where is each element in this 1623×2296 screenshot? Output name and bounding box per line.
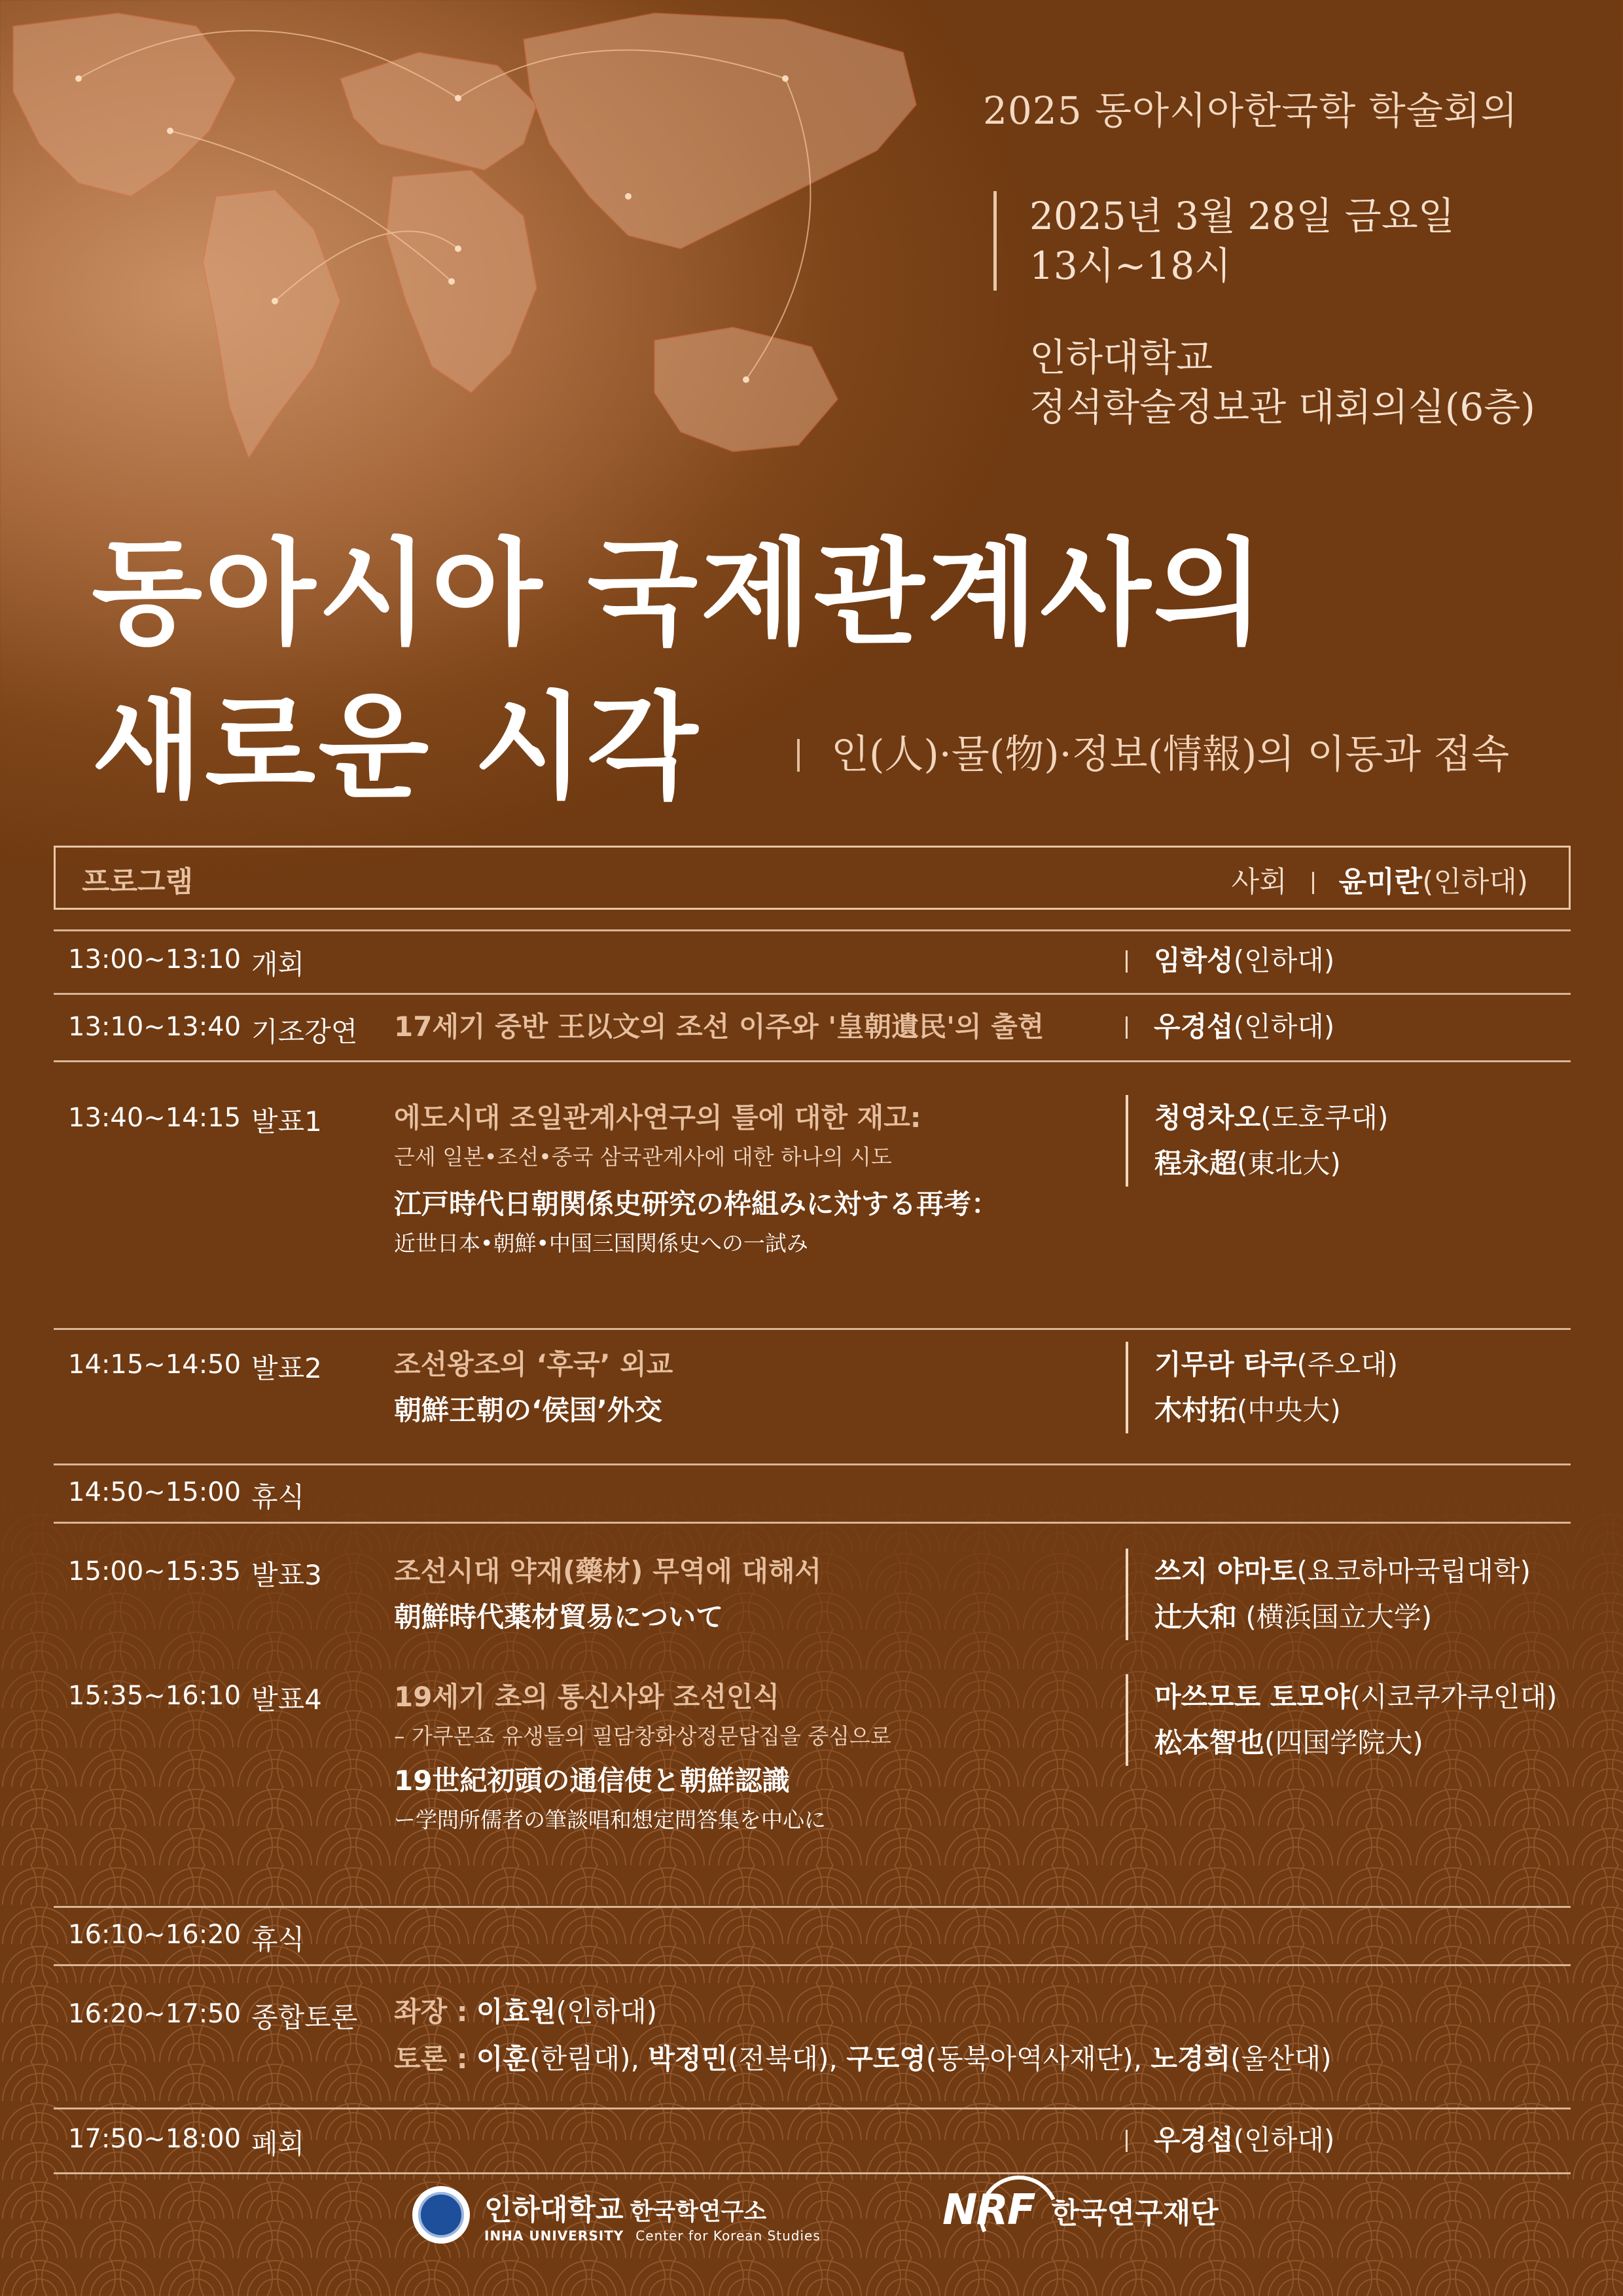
session-title: 17세기 중반 王以文의 조선 이주와 '皇朝遺民'의 출현 bbox=[394, 1011, 1044, 1043]
main-title-line1: 동아시아 국제관계사의 bbox=[92, 528, 1267, 660]
session-kind: 발표2 bbox=[251, 1352, 322, 1384]
schedule-row bbox=[54, 1522, 1571, 1674]
program-header bbox=[54, 846, 1571, 910]
event-datetime bbox=[993, 191, 1455, 291]
session-speaker: 청영차오(도호쿠대) 程永超(東北大) bbox=[1126, 1095, 1388, 1187]
session-kind: 기조강연 bbox=[251, 1016, 358, 1048]
session-time: 15:35~16:10 bbox=[68, 1681, 241, 1711]
session-time: 13:40~14:15 bbox=[68, 1103, 241, 1133]
inha-seal-icon bbox=[412, 2186, 470, 2244]
event-date: 2025년 3월 28일 금요일 bbox=[1029, 194, 1455, 238]
nrf-name: 한국연구재단 bbox=[1051, 2197, 1219, 2230]
session-time: 14:50~15:00 bbox=[68, 1477, 241, 1507]
session-kind: 발표3 bbox=[251, 1559, 322, 1591]
inha-en: INHA UNIVERSITY bbox=[484, 2228, 624, 2244]
subtitle-text: 인(人)·물(物)·정보(情報)의 이동과 접속 bbox=[831, 732, 1510, 778]
schedule-row bbox=[54, 1463, 1571, 1522]
session-kind: 개회 bbox=[251, 948, 305, 980]
subtitle-divider bbox=[797, 739, 800, 772]
event-venue bbox=[993, 332, 1535, 432]
session-time: 16:10~16:20 bbox=[68, 1920, 241, 1950]
host-divider bbox=[1312, 872, 1314, 894]
session-time: 15:00~15:35 bbox=[68, 1556, 241, 1587]
inha-logo bbox=[412, 2186, 821, 2244]
schedule-row bbox=[54, 1906, 1571, 1964]
host-affil: (인하대) bbox=[1422, 865, 1528, 899]
footer-logos bbox=[0, 2186, 1623, 2265]
event-time: 13시~18시 bbox=[1029, 243, 1232, 288]
session-time: 13:00~13:10 bbox=[68, 944, 241, 975]
main-title-line2: 새로운 시각 bbox=[92, 681, 701, 814]
venue-line2: 정석학술정보관 대회의실(6층) bbox=[1029, 385, 1535, 429]
session-kind: 휴식 bbox=[251, 1481, 305, 1513]
host-name: 윤미란 bbox=[1338, 865, 1423, 899]
venue-line1: 인하대학교 bbox=[1029, 335, 1213, 380]
session-kind: 발표1 bbox=[251, 1105, 322, 1138]
session-time: 16:20~17:50 bbox=[68, 1999, 241, 2029]
discussion-panelists: 토론 : 이훈(한림대), 박정민(전북대), 구도영(동북아역사재단), 노경희(울산대) bbox=[394, 2043, 1332, 2075]
session-speaker: 임학성(인하대) bbox=[1126, 938, 1334, 984]
session-speaker: 쓰지 야마토(요코하마국립대학) 辻大和 (横浜国立大学) bbox=[1126, 1549, 1531, 1640]
session-speaker: 마쓰모토 토모야(시코쿠가쿠인대) 松本智也(四国学院大) bbox=[1126, 1674, 1557, 1766]
schedule-row bbox=[54, 1060, 1571, 1328]
world-map-graphic bbox=[0, 0, 929, 511]
session-title: 에도시대 조일관계사연구의 틀에 대한 재고: 근세 일본•조선•중국 삼국관계사에 대한 하나의 시도 江戸時代日朝関係史研究の枠組みに対する再考： 近世日本•朝鮮•中国三国関係史への一試み bbox=[394, 1102, 999, 1256]
schedule-row bbox=[54, 2108, 1571, 2174]
host-label: 사회 bbox=[1231, 865, 1287, 899]
inha-name: 인하대학교 bbox=[484, 2193, 624, 2227]
session-kind: 종합토론 bbox=[251, 2001, 358, 2034]
session-title: 조선시대 약재(藥材) 무역에 대해서 朝鮮時代薬材貿易について bbox=[394, 1555, 822, 1633]
program-label: 프로그램 bbox=[82, 865, 194, 899]
session-time: 14:15~14:50 bbox=[68, 1350, 241, 1380]
inha-center: 한국학연구소 bbox=[630, 2198, 767, 2225]
session-speaker: 기무라 타쿠(주오대) 木村拓(中央大) bbox=[1126, 1342, 1398, 1433]
schedule-row bbox=[54, 1328, 1571, 1463]
inha-center-en: Center for Korean Studies bbox=[635, 2228, 821, 2244]
session-kind: 폐회 bbox=[251, 2128, 305, 2160]
session-title: 조선왕조의 ‘후국’ 외교 朝鮮王朝の‘侯国’外交 bbox=[394, 1348, 673, 1426]
session-speaker: 우경섭(인하대) bbox=[1126, 1004, 1334, 1050]
session-title: 19세기 초의 통신사와 조선인식 – 가쿠몬죠 유생들의 필담창화상정문답집을 중심으로 19世紀初頭の通信使と朝鮮認識 ー学問所儒者の筆談唱和想定問答集を中心に bbox=[394, 1681, 891, 1833]
program-host bbox=[1232, 858, 1528, 900]
discussion-panel bbox=[394, 1988, 1623, 2083]
session-time: 13:10~13:40 bbox=[68, 1012, 241, 1042]
session-kind: 발표4 bbox=[251, 1683, 322, 1715]
schedule-row bbox=[54, 929, 1571, 993]
nrf-logo bbox=[942, 2186, 1219, 2234]
schedule-row bbox=[54, 993, 1571, 1060]
discussion-chair: 좌장 : 이효원(인하대) bbox=[394, 1996, 658, 2028]
session-time: 17:50~18:00 bbox=[68, 2124, 241, 2154]
program-schedule bbox=[54, 929, 1571, 2174]
subtitle bbox=[797, 723, 1509, 780]
nrf-logo-icon: NRF bbox=[942, 2186, 1035, 2234]
session-kind: 휴식 bbox=[251, 1924, 305, 1956]
conference-title: 2025 동아시아한국학 학술회의 bbox=[983, 88, 1518, 133]
session-speaker: 우경섭(인하대) bbox=[1126, 2117, 1334, 2163]
schedule-row bbox=[54, 1674, 1571, 1906]
schedule-row bbox=[54, 1964, 1571, 2108]
